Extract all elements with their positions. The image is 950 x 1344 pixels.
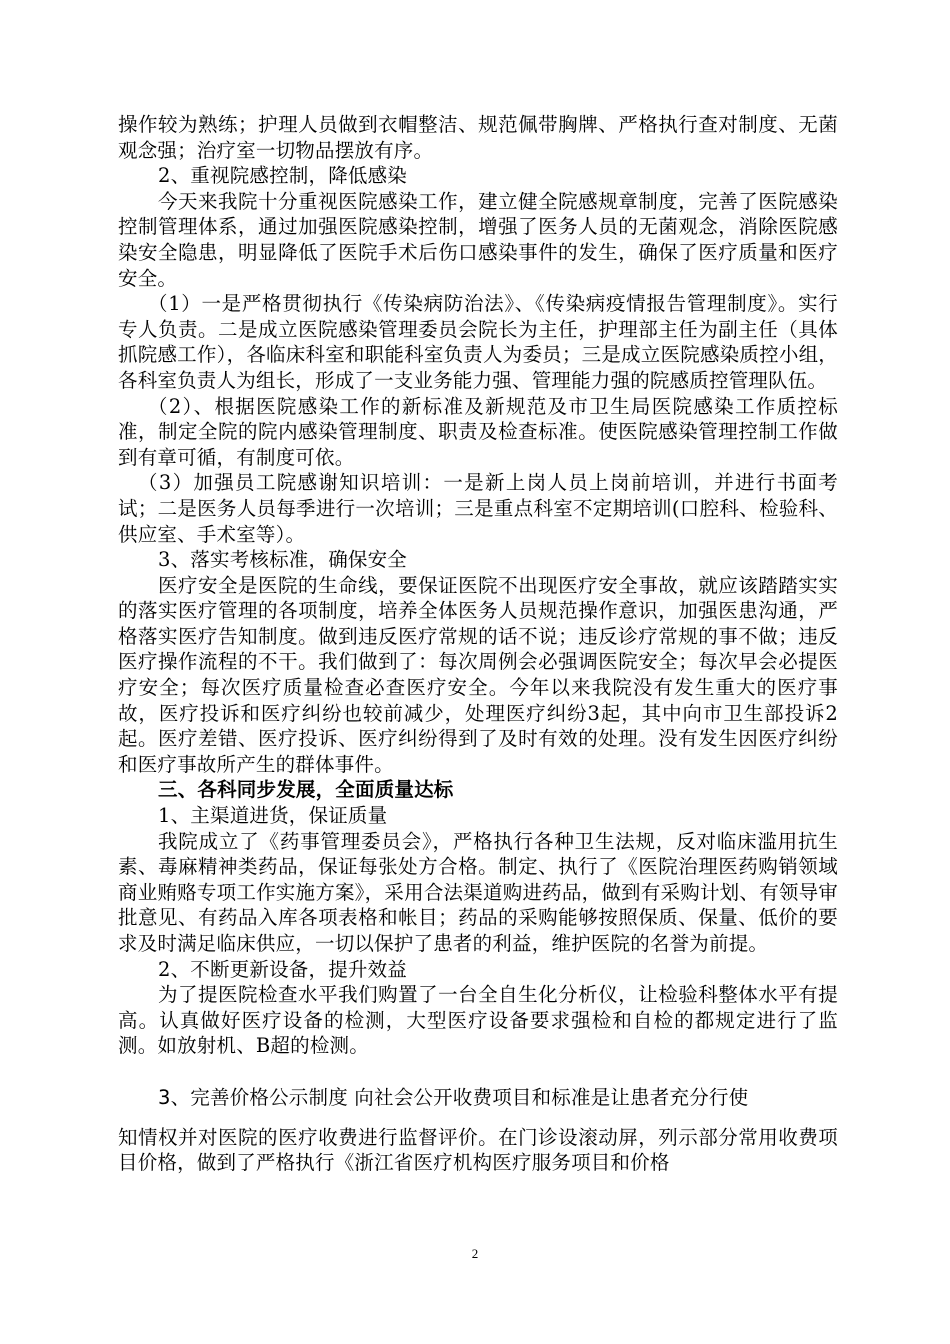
page-number: 2 — [471, 1246, 479, 1261]
heading-infection-control: 2、重视院感控制，降低感染 — [158, 164, 408, 188]
heading-procurement: 1、主渠道进货，保证质量 — [158, 804, 388, 828]
paragraph-infection-overview: 今天来我院十分重视医院感染工作，建立健全院感规章制度，完善了医院感染控制管理体系，通过加强医院感染控制，增强了医务人员的无菌观念，消除医院感染安全隐患，明显降低了医院手术后伤口感染事件的发生，确保了医疗质量和医疗安全。 — [118, 189, 838, 290]
section-heading-3: 三、各科同步发展，全面质量达标 — [158, 778, 454, 802]
heading-pricing: 3、完善价格公示制度 向社会公开收费项目和标准是让患者充分行使 — [158, 1085, 749, 1109]
document-body — [118, 112, 838, 1176]
paragraph-item-1: （1）一是严格贯彻执行《传染病防治法》、《传染病疫情报告管理制度》。实行专人负责。二是成立医院感染管理委员会院长为主任，护理部主任为副主任（具体抓院感工作），各临床科室和职能科室负责人为委员；三是成立医院感染质控小组，各科室负责人为组长，形成了一支业务能力强、管理能力强的院感质控管理队伍。 — [118, 292, 838, 392]
paragraph-equipment: 为了提医院检查水平我们购置了一台全自生化分析仪，让检验科整体水平有提高。认真做好医疗设备的检测，大型医疗设备要求强检和自检的都规定进行了监测。如放射机、B超的检测。 — [118, 983, 838, 1058]
paragraph-pharmacy: 我院成立了《药事管理委员会》，严格执行各种卫生法规，反对临床滥用抗生素、毒麻精神类药品，保证每张处方合格。制定、执行了《医院治理医药购销领域商业贿赂专项工作实施方案》，采用合法渠道购进药品，做到有采购计划、有领导审批意见、有药品入库各项表格和帐目；药品的采购能够按照保质、保量、低价的要求及时满足临床供应，一切以保护了患者的利益，维护医院的名誉为前提。 — [118, 829, 838, 955]
paragraph-pricing: 知情权并对医院的医疗收费进行监督评价。在门诊设滚动屏，列示部分常用收费项目价格，做到了严格执行《浙江省医疗机构医疗服务项目和价格 — [118, 1125, 838, 1175]
heading-equipment: 2、不断更新设备，提升效益 — [158, 957, 408, 981]
paragraph-medical-safety: 医疗安全是医院的生命线，要保证医院不出现医疗安全事故，就应该踏踏实实的落实医疗管理的各项制度，培养全体医务人员规范操作意识，加强医患沟通，严格落实医疗告知制度。做到违反医疗常规的话不说；违反诊疗常规的事不做；违反医疗操作流程的不干。我们做到了：每次周例会必强调医院安全；每次早会必提医疗安全；每次医疗质量检查必查医疗安全。今年以来我院没有发生重大的医疗事故，医疗投诉和医疗纠纷也较前减少，处理医疗纠纷3起，其中向市卫生部投诉2起。医疗差错、医疗投诉、医疗纠纷得到了及时有效的处理。没有发生因医疗纠纷和医疗事故所产生的群体事件。 — [118, 573, 838, 776]
paragraph-item-2: （2）、根据医院感染工作的新标准及新规范及市卫生局医院感染工作质控标准，制定全院的院内感染管理制度、职责及检查标准。使医院感染管理控制工作做到有章可循，有制度可依。 — [118, 394, 838, 469]
paragraph-nursing: 操作较为熟练；护理人员做到衣帽整洁、规范佩带胸牌、严格执行查对制度、无菌观念强；治疗室一切物品摆放有序。 — [118, 113, 838, 162]
paragraph-item-3: （3）加强员工院感谢知识培训：一是新上岗人员上岗前培训，并进行书面考试；二是医务人员每季进行一次培训；三是重点科室不定期培训(口腔科、检验科、供应室、手术室等）。 — [118, 471, 838, 546]
heading-assessment: 3、落实考核标准，确保安全 — [158, 548, 408, 572]
